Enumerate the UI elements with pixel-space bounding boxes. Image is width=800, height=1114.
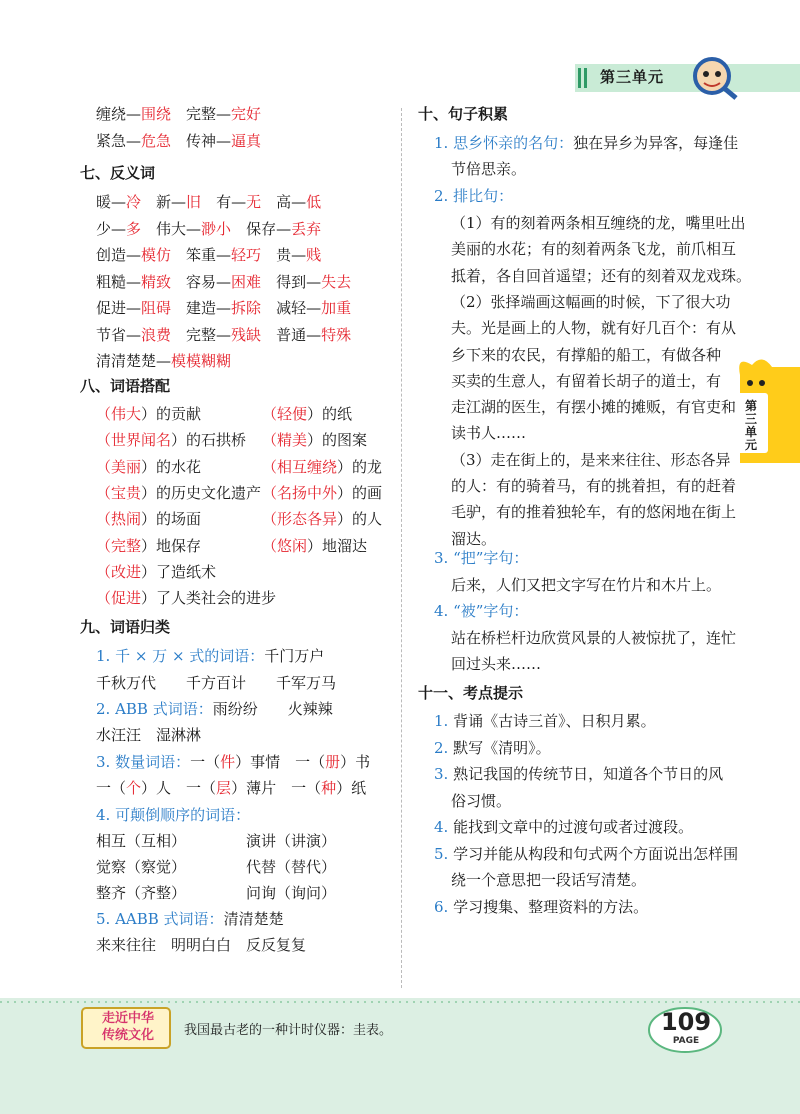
reversible-word: 演讲（讲演） (246, 832, 337, 850)
unit-title: 第三单元 (600, 68, 665, 86)
page-number: 109 (660, 1008, 712, 1036)
antonym-line: 清清楚楚—模模糊糊 (96, 352, 232, 370)
antonym-line: 节省—浪费 完整—残缺 普通—特殊 (96, 325, 352, 344)
sentence-line: （3）走在街上的，是来来往往、形态各异 (451, 450, 731, 469)
classification-line: 千秋万代 千方百计 千军万马 (96, 674, 337, 692)
sentence-line: 后来，人们又把文字写在竹片和木片上。 (451, 576, 722, 594)
collocation-item: （世界闻名）的石拱桥 (96, 431, 247, 450)
sentence-line: （1）有的刻着两条相互缠绕的龙，嘴里吐出 (451, 214, 746, 232)
tip-line: 1. 背诵《古诗三首》、日积月累。 (434, 712, 656, 730)
classification-line: 水汪汪 湿淋淋 (96, 726, 202, 744)
antonym-line: 少—多 伟大—渺小 保存—丢弃 (96, 219, 322, 238)
section-heading: 七、反义词 (80, 164, 156, 182)
tip-line: 3. 熟记我国的传统节日，知道各个节日的风 (434, 765, 724, 783)
aabb-words: 来来往往 明明白白 反反复复 (96, 936, 307, 954)
page-word: PAGE (672, 1036, 700, 1046)
antonym-line: 创造—模仿 笨重—轻巧 贵—贱 (96, 246, 322, 264)
sentence-line: 抵着，各自回首遥望；还有的刻着双龙戏珠。 (451, 266, 752, 285)
sentence-line: 站在桥栏杆边欣赏风景的人被惊扰了，连忙 (451, 629, 737, 647)
sentence-line: （2）张择端画这幅画的时候，下了很大功 (451, 292, 731, 311)
sentence-title: 3. “把”字句： (434, 549, 529, 567)
synonym-line: 紧急—危急 传神—逼真 (96, 132, 262, 150)
reversible-word: 觉察（察觉） (96, 858, 187, 876)
collocation-item: （悠闲）地溜达 (262, 536, 368, 555)
classification-line: 1. 千 × 万 × 式的词语：千门万户 (96, 647, 325, 665)
side-tab-label: 第三单元 (744, 399, 757, 452)
collocation-item: （轻便）的纸 (262, 405, 353, 423)
sentence-line: 买卖的生意人，有留着长胡子的道士，有 (451, 371, 722, 390)
sentence-line: 节倍思亲。 (451, 160, 527, 178)
classification-line: 3. 数量词语：一（件）事情 一（册）书 (96, 753, 371, 771)
reversible-word: 整齐（齐整） (96, 884, 187, 902)
column-divider (401, 108, 402, 988)
sentence-line: 走江湖的医生，有摆小摊的摊贩，有官吏和 (451, 398, 737, 417)
classification-line: 4. 可颠倒顺序的词语： (96, 806, 251, 824)
tip-line: 4. 能找到文章中的过渡句或者过渡段。 (434, 818, 694, 836)
reversible-word: 相互（互相） (96, 832, 187, 850)
sentence-line: 回过头来…… (451, 655, 542, 673)
sentence-line: 读书人…… (451, 424, 527, 443)
classification-line: 2. ABB 式词语：雨纷纷 火辣辣 (96, 700, 333, 718)
section-heading: 八、词语搭配 (80, 377, 171, 395)
sentence-line: 毛驴，有的推着独轮车，有的悠闲地在街上 (451, 503, 737, 522)
tip-line: 6. 学习搜集、整理资料的方法。 (434, 897, 649, 916)
collocation-item: （相互缠绕）的龙 (262, 457, 383, 476)
section-heading: 十、句子积累 (418, 105, 509, 123)
collocation-item: （宝贵）的历史文化遗产 (96, 483, 262, 502)
sentence-line: 1. 思乡怀亲的名句：独在异乡为异客，每逢佳 (434, 134, 739, 152)
section-heading: 十一、考点提示 (418, 684, 524, 702)
synonym-line: 缠绕—围绕 完整—完好 (96, 105, 262, 123)
tip-line: 绕一个意思把一段话写清楚。 (451, 871, 647, 889)
reversible-word: 代替（替代） (246, 858, 337, 876)
collocation-item: （精美）的图案 (262, 431, 368, 450)
reversible-word: 问询（询问） (246, 884, 337, 902)
header-stripes-icon (578, 68, 592, 88)
collocation-item: （改进）了造纸术 (96, 562, 217, 581)
antonym-line: 暖—冷 新—旧 有—无 高—低 (96, 193, 322, 211)
collocation-item: （热闹）的场面 (96, 510, 202, 529)
magnifier-mascot-icon (690, 56, 740, 100)
sentence-line: 夫。光是画上的人物，就有好几百个：有从 (451, 319, 737, 338)
tip-line: 2. 默写《清明》。 (434, 738, 551, 757)
sentence-line: 的人：有的骑着马，有的挑着担，有的赶着 (451, 477, 737, 495)
classification-line: 一（个）人 一（层）薄片 一（种）纸 (96, 779, 367, 797)
antonym-line: 促进—阻碍 建造—拆除 减轻—加重 (96, 299, 352, 317)
collocation-item: （形态各异）的人 (262, 510, 383, 529)
tip-line: 俗习惯。 (451, 791, 512, 810)
sentence-line: 乡下来的农民，有撑船的船工，有做各种 (451, 345, 722, 364)
sentence-title: 2. 排比句： (434, 187, 514, 205)
collocation-item: （美丽）的水花 (96, 457, 202, 476)
tip-line: 5. 学习并能从构段和句式两个方面说出怎样围 (434, 844, 739, 863)
section-heading: 九、词语归类 (80, 618, 171, 636)
collocation-item: （完整）地保存 (96, 536, 202, 555)
collocation-item: （名扬中外）的画 (262, 483, 383, 502)
culture-scroll-title: 走近中华 传统文化 (101, 1011, 154, 1043)
collocation-item: （促进）了人类社会的进步 (96, 589, 277, 608)
sentence-title: 4. “被”字句： (434, 602, 529, 620)
antonym-line: 粗糙—精致 容易—困难 得到—失去 (96, 272, 352, 291)
footer-fact: 我国最古老的一种计时仪器：圭表。 (184, 1023, 393, 1038)
sentence-line: 溜达。 (451, 529, 497, 548)
collocation-item: （伟大）的贡献 (96, 405, 202, 423)
sentence-line: 美丽的水花；有的刻着两条飞龙，前爪相互 (451, 240, 737, 259)
classification-line: 5. AABB 式词语：清清楚楚 (96, 910, 284, 928)
